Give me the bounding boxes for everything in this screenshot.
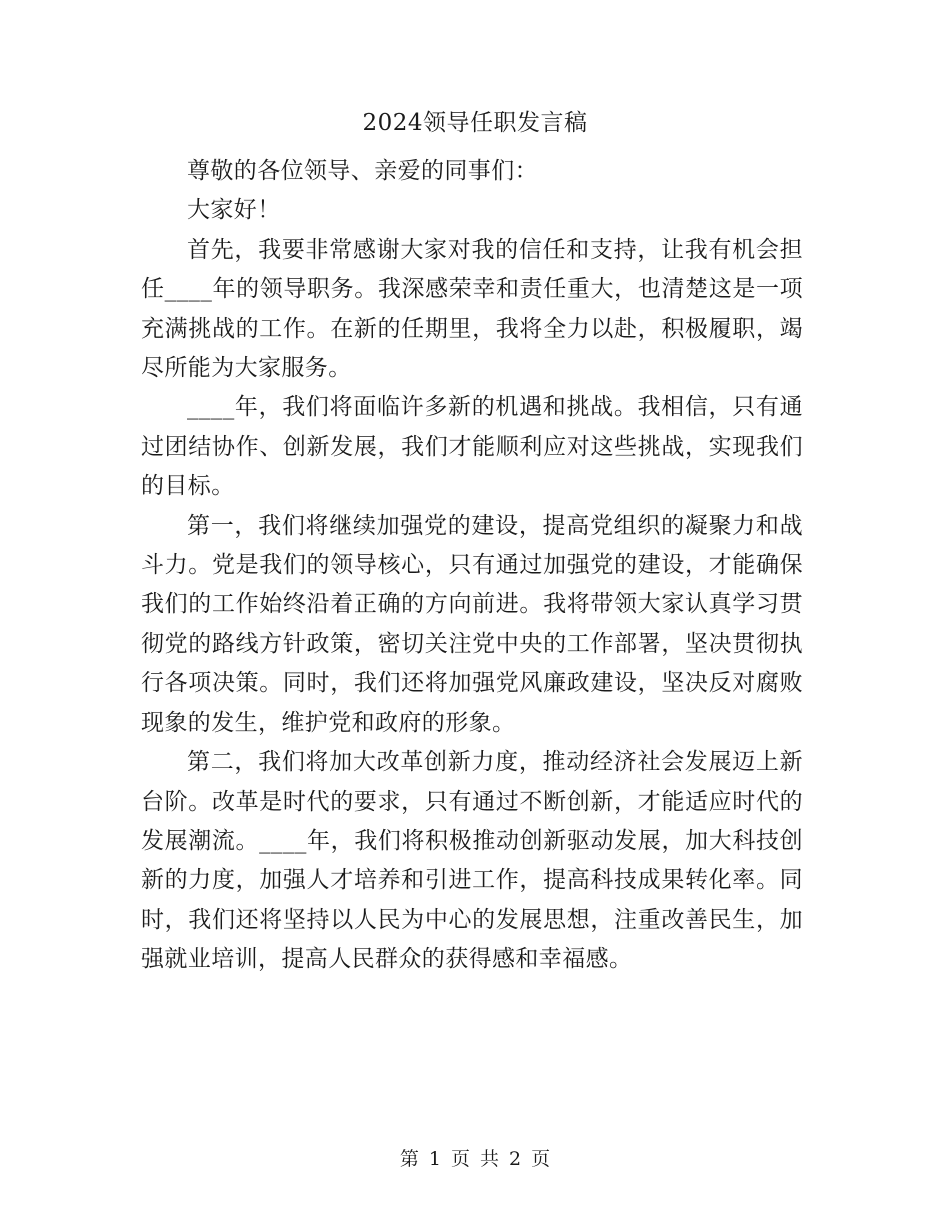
paragraph-second-point: 第二，我们将加大改革创新力度，推动经济社会发展迈上新台阶。改革是时代的要求，只有通过不断创新，才能适应时代的发展潮流。____年，我们将积极推动创新驱动发展，加大科技创新的力度，加强人才培养和引进工作，提高科技成果转化率。同时，我们还将坚持以人民为中心的发展思想，注重改善民生，加强就业培训，提高人民群众的获得感和幸福感。 — [141, 749, 803, 973]
paragraph-salutation: 尊敬的各位领导、亲爱的同事们： — [187, 158, 538, 184]
paragraph-opportunities: ____年，我们将面临许多新的机遇和挑战。我相信，只有通过团结协作、创新发展，我们才能顺利应对这些挑战，实现我们的目标。 — [141, 394, 803, 500]
document-body — [141, 152, 803, 980]
paragraph-first-point: 第一，我们将继续加强党的建设，提高党组织的凝聚力和战斗力。党是我们的领导核心，只有通过加强党的建设，才能确保我们的工作始终沿着正确的方向前进。我将带领大家认真学习贯彻党的路线方针政策，密切关注党中央的工作部署，坚决贯彻执行各项决策。同时，我们还将加强党风廉政建设，坚决反对腐败现象的发生，维护党和政府的形象。 — [141, 512, 803, 736]
paragraph-thanks: 首先，我要非常感谢大家对我的信任和支持，让我有机会担任____年的领导职务。我深感荣幸和责任重大，也清楚这是一项充满挑战的工作。在新的任期里，我将全力以赴，积极履职，竭尽所能为大家服务。 — [141, 236, 803, 382]
paragraph-greeting: 大家好！ — [187, 197, 281, 224]
page-number-footer: 第 1 页 共 2 页 — [399, 1148, 551, 1170]
document-title: 2024领导任职发言稿 — [362, 110, 588, 136]
